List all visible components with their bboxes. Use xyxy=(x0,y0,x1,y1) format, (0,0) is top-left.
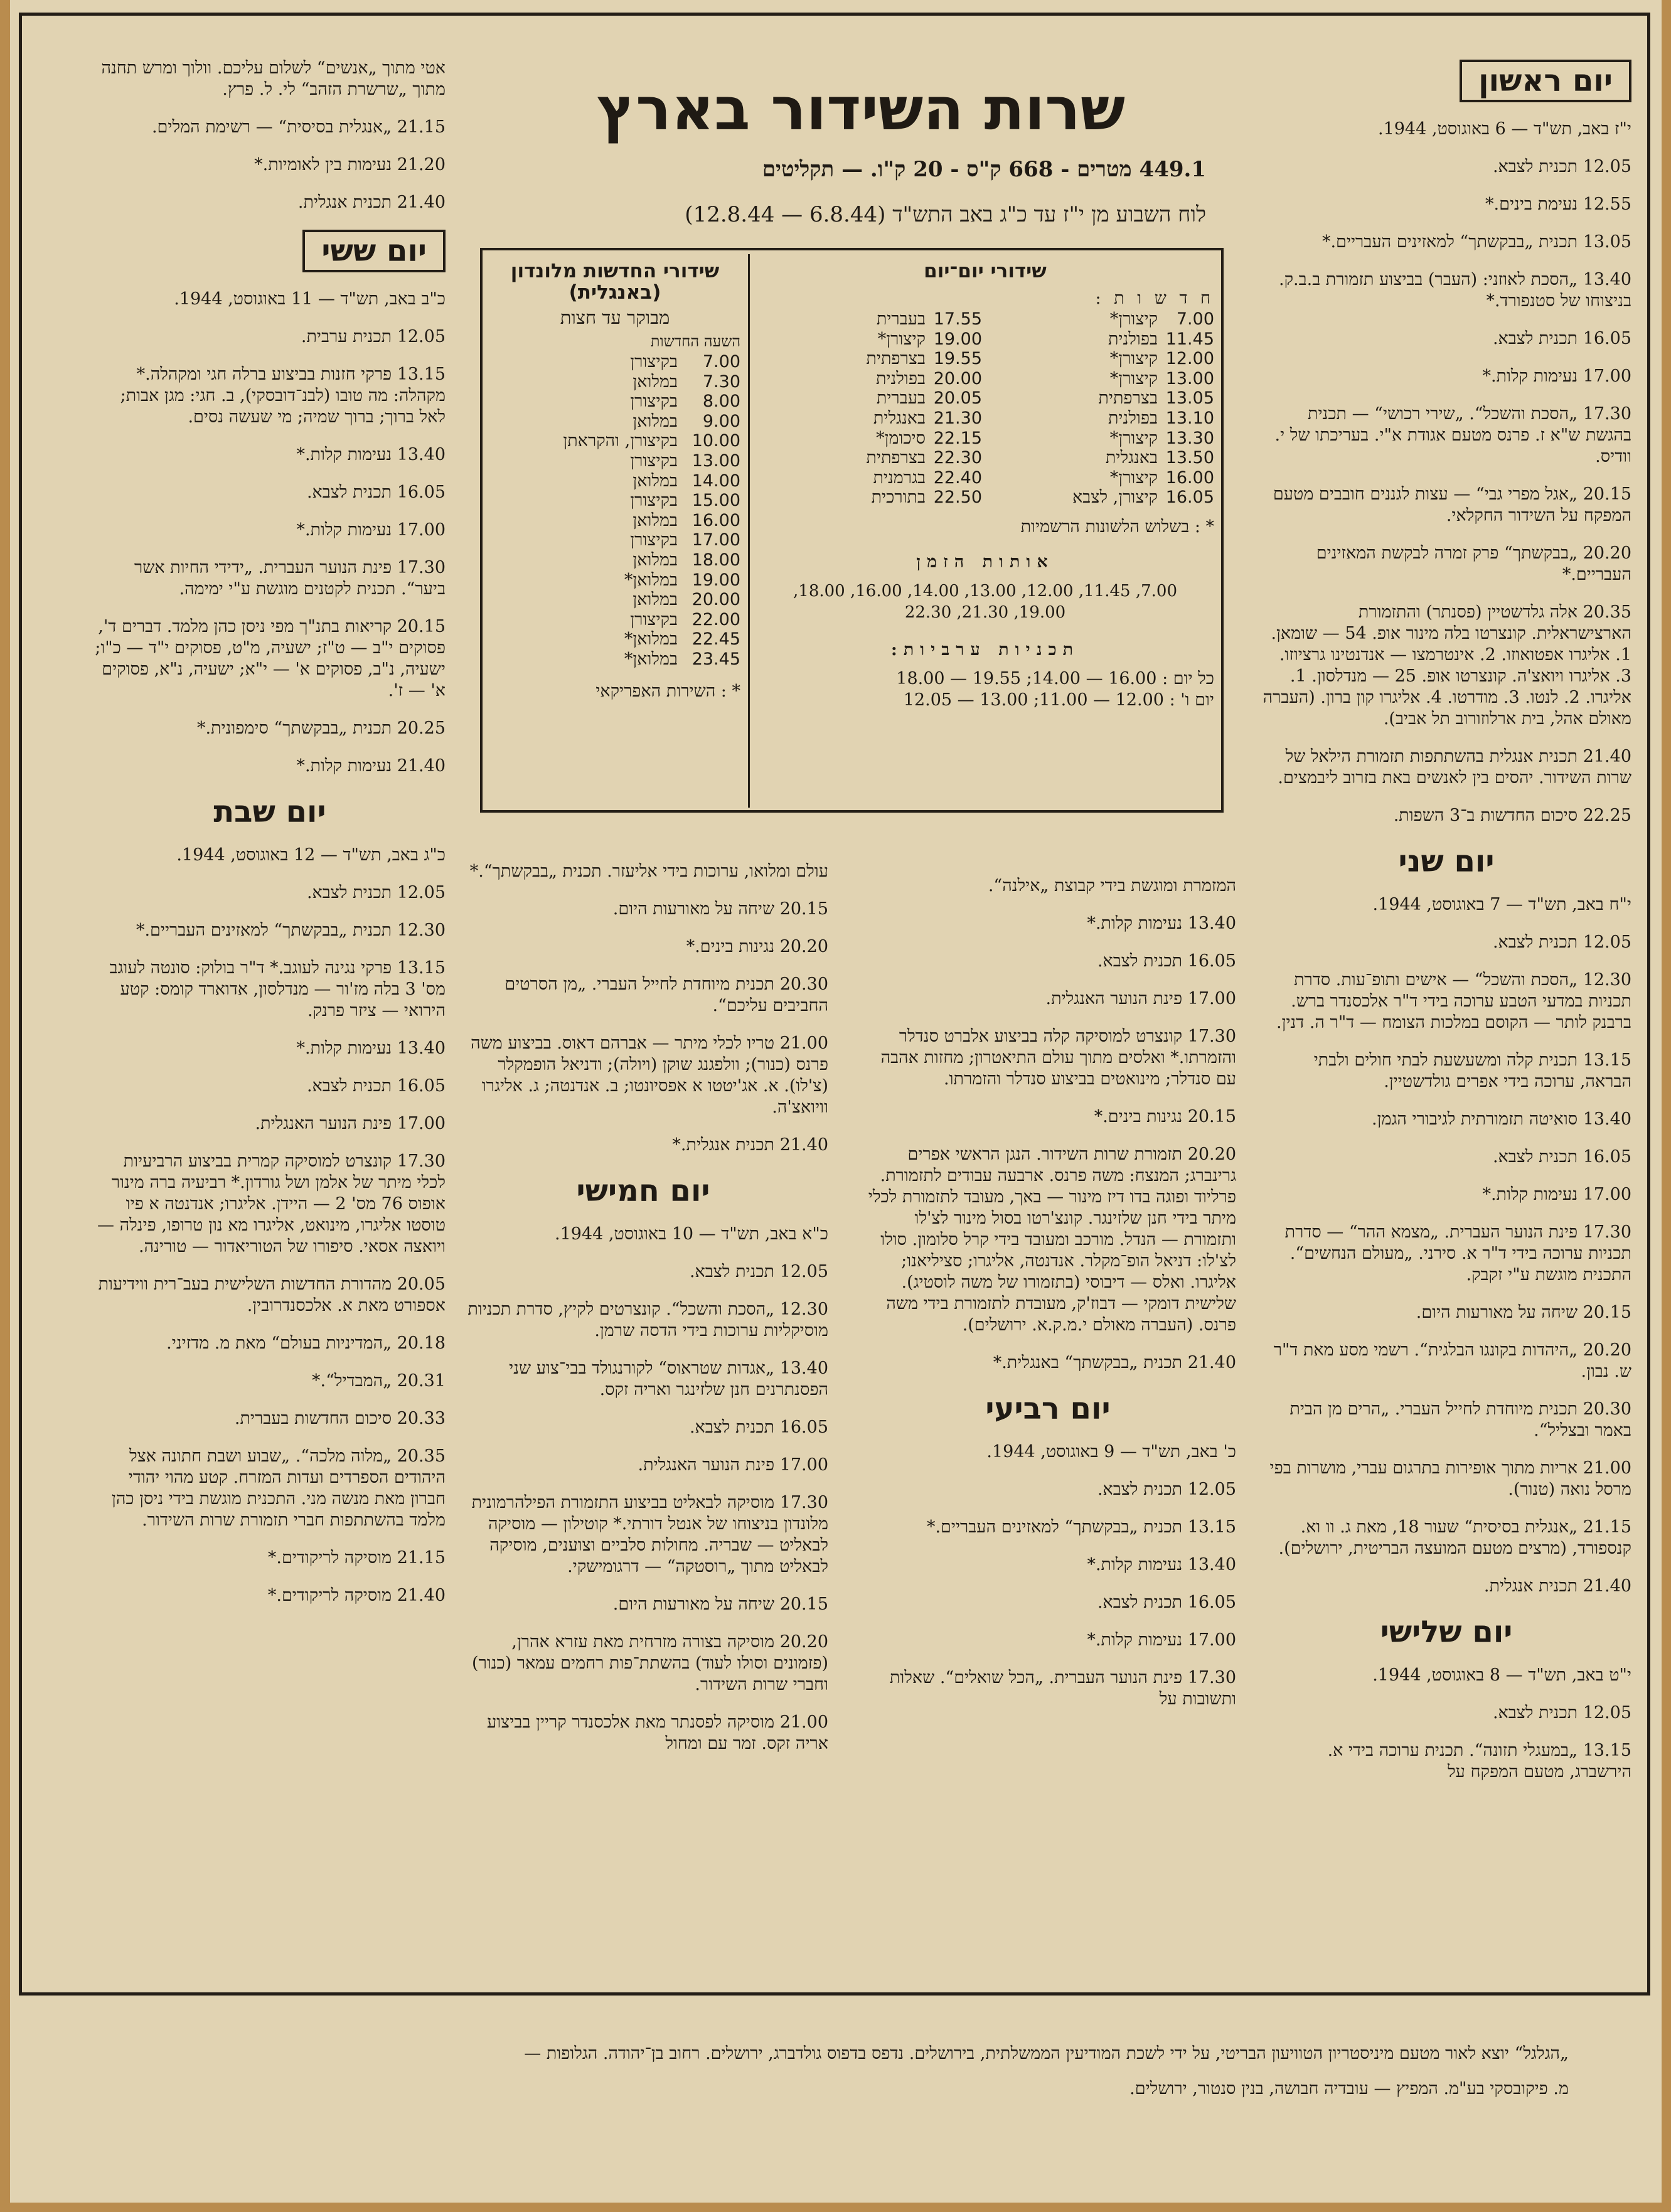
program-entry: 20.15 נגינות בינים.* xyxy=(1094,1107,1236,1126)
schedule-time: 23.45 xyxy=(691,649,740,669)
program-entry: 16.05 תכנית לצבא. xyxy=(306,1076,446,1096)
program-entry: 16.05 תכנית לצבא. xyxy=(1097,951,1236,971)
program-entry: 20.15 שיחה על מאורעות היום. xyxy=(612,1595,828,1614)
program-entry: 16.05 תכנית לצבא. xyxy=(1492,329,1631,348)
frequency-line: 449.1 מטרים - 668 ק"ס - 20 ק"ו. — תקליטים xyxy=(762,157,1206,182)
schedule-text: במלואן* xyxy=(624,649,678,669)
program-entry: 13.40 סואיטה תזמורתית לגיבורי הגמן. xyxy=(1372,1109,1631,1129)
day-heading: יום שלישי xyxy=(1380,1615,1513,1650)
program-entry: 12.05 תכנית לצבא. xyxy=(689,1262,828,1281)
footer-line1: „הגלגל“ יוצא לאור מטעם מיניסטריון הטוויעון הבריטי, על ידי לשכת המודיעין הממשלתית, בירושלים. נדפס בדפוס גולדברג, ירושלים. רחוב בן־יהודה. הגלופות — xyxy=(524,2044,1569,2063)
schedule-text: בקיצורן xyxy=(630,392,678,412)
program-entry: כ"ג באב, תש"ד — 12 באוגוסט, 1944. xyxy=(176,845,446,865)
schedule-row xyxy=(756,448,982,468)
schedule-text: בקיצורן xyxy=(630,609,678,629)
program-entry: 13.40 נעימות קלות.* xyxy=(296,445,446,464)
schedule-row xyxy=(988,468,1214,488)
schedule-text: בעברית xyxy=(876,309,926,329)
program-entry: 21.00 טריו לכלי מיתר — אברהם דאוס. בביצוע משה פרנס (כנור); וולפגנג שוקן (ויולה); ודניאל הופמקלר (צ'לו). א. אג'יטטו א אפסיונטו; ב. אנדנטה; ג. אליגרו וויואצ'ה. xyxy=(471,1034,828,1117)
program-entry: 21.40 תכנית אנגלית.* xyxy=(672,1135,828,1155)
program-entry: 20.31 „המבדיל“.* xyxy=(312,1371,446,1391)
schedule-text: בקיצורן, והקראתן xyxy=(563,431,678,451)
schedule-time: 12.00 xyxy=(1165,349,1214,369)
schedule-row xyxy=(988,349,1214,369)
program-entry: 20.15 שיחה על מאורעות היום. xyxy=(1416,1303,1631,1322)
footer-credits xyxy=(75,2036,1569,2107)
program-entry: 21.00 אריות מתוך אופירות בתרגום עברי, מושרות בפי מרסל נואה (טנור). xyxy=(1269,1458,1631,1499)
program-entry: 20.05 מהדורת החדשות השלישית בעב־רית ווידיעות אספורט מאת א. אלכסנדרובין. xyxy=(98,1274,446,1315)
program-entry: 17.00 פינת הנוער האנגלית. xyxy=(638,1455,828,1475)
schedule-row xyxy=(489,352,740,372)
program-entry: 17.30 קונצרט למוסיקה קלה בביצוע אלברט סנדלר והזמרתו.* ואלסים מתוך עולם התיאטרון; מחזות אהבה עם סנדלר; מינואטים בביצוע סנדלר והזמרתו. xyxy=(880,1027,1236,1089)
program-entry: 17.00 פינת הנוער האנגלית. xyxy=(255,1114,446,1133)
program-entry: 21.40 מוסיקה לריקודים.* xyxy=(267,1586,446,1605)
column-friday-saturday xyxy=(94,58,446,1978)
schedule-text: במלואן xyxy=(633,550,678,570)
schedule-time: 18.00 xyxy=(691,550,740,570)
schedule-row xyxy=(756,429,982,449)
schedule-row xyxy=(489,471,740,491)
schedule-time: 16.00 xyxy=(691,510,740,530)
schedule-row xyxy=(756,309,982,329)
schedule-time: 22.50 xyxy=(933,488,982,508)
day-heading: יום חמישי xyxy=(576,1173,710,1209)
time-signals-heading: אותות הזמן xyxy=(916,552,1054,572)
program-entry: 21.40 תכנית אנגלית. xyxy=(1483,1576,1631,1596)
column-wednesday xyxy=(860,875,1236,1986)
schedule-row xyxy=(988,448,1214,468)
schedule-row xyxy=(988,429,1214,449)
evening-programs-line2: יום ו' : 12.00 — 11.00; 13.00 — 12.05 xyxy=(903,690,1214,710)
schedule-row xyxy=(756,488,982,508)
program-entry: 16.05 תכנית לצבא. xyxy=(306,483,446,502)
program-entry: 21.15 מוסיקה לריקודים.* xyxy=(267,1548,446,1568)
schedule-text: בצרפתית xyxy=(866,448,926,468)
program-entry: 17.00 נעימות קלות.* xyxy=(296,520,446,540)
schedule-row xyxy=(756,349,982,369)
program-entry: 13.05 תכנית „בבקשתך“ למאזינים העבריים.* xyxy=(1321,232,1631,252)
schedule-text: באנגלית xyxy=(873,408,926,428)
schedule-time: 19.55 xyxy=(933,349,982,369)
program-entry: י"ט באב, תש"ד — 8 באוגוסט, 1944. xyxy=(1372,1665,1631,1685)
schedule-time: 14.00 xyxy=(691,471,740,491)
schedule-time: 13.30 xyxy=(1165,428,1214,448)
schedule-text: בקיצורן xyxy=(630,352,678,371)
program-entry: 13.40 „הסכת לאוזני: (העבר) בביצוע תזמורת ב.ב.ק. בניצוחו של סטנפורד.* xyxy=(1278,270,1631,311)
day-heading: יום שבת xyxy=(213,794,326,830)
schedule-row xyxy=(988,369,1214,389)
program-entry: 20.20 נגינות בינים.* xyxy=(686,937,828,956)
program-entry: עולם ומלואו, ערוכות בידי אליעזר. תכנית „בבקשתך“.* xyxy=(469,862,828,881)
schedule-row xyxy=(489,610,740,630)
schedule-time: 10.00 xyxy=(691,431,740,451)
schedule-time: 21.30 xyxy=(933,408,982,428)
schedule-text: קיצורן* xyxy=(1109,428,1158,448)
program-entry: 20.35 „מלוה מלכה“. „שבוע ושבת חתונה אצל היהודים הספרדים ועדות המזרח. קטע מהוי יהודי חברון מאת מנשה מני. התכנית מוגשת בידי ניסן כהן מלמד בהשתתפות חברי תזמורת שרות השידור. xyxy=(111,1446,446,1530)
schedule-text: קיצורן* xyxy=(877,329,926,349)
program-entry: 21.40 תכנית אנגלית בהשתתפות תזמורת הילאל של שרות השידור. יהסים בין לאנשים באת בזרוב ליבמצים. xyxy=(1278,747,1631,788)
program-entry: 12.55 נעימת בינים.* xyxy=(1485,195,1631,214)
time-signals-line1: 7.00, 11.45, 12.00, 13.00, 14.00, 16.00, 18.00, xyxy=(793,582,1177,601)
schedule-time: 7.30 xyxy=(702,371,740,392)
program-entry: 20.35 אלה גלדשטיין (פסנתר) והתזמורת הארצישראלית. קונצרטו בלה מינור אופ. 54 — שומאן. 1. אליגרו אפטואוזו. 2. אינטרמצו — אנדנטינו גרציוזו. 3. אליגרו ויואצ'ה. קונצרטו אופ. 25 — מנדלסון. 1. אליגרו. 2. לנטו. 3. מודרטו. 4. אליגרו קון ברון. (העברה מאולם אהל, בית ארלוזורוב תל אביב). xyxy=(1263,602,1631,729)
schedule-text: במלואן xyxy=(633,371,678,392)
schedule-text: בקיצורן xyxy=(630,491,678,511)
footer-line2: מ. פיקובסקי בע"מ. המפיץ — עובדיה חבושה, בנין סנטור, ירושלים. xyxy=(1129,2079,1569,2098)
program-entry: 20.30 תכנית מיוחדת לחייל העברי. „הרים מן הבית באמר ובצליל“. xyxy=(1289,1399,1631,1440)
schedule-row xyxy=(489,491,740,511)
schedule-text: במלואן* xyxy=(624,570,678,590)
evening-programs-heading: תכניות ערביות: xyxy=(890,640,1080,660)
schedule-time: 13.00 xyxy=(691,451,740,471)
program-entry: 20.18 „המדיניות בעולם“ מאת מ. מדזיני. xyxy=(166,1333,446,1353)
schedule-time: 22.45 xyxy=(691,629,740,649)
schedule-text: בגרמנית xyxy=(873,468,926,488)
schedule-time: 22.15 xyxy=(933,428,982,448)
schedule-row xyxy=(489,550,740,570)
schedule-text: קיצורן* xyxy=(1109,349,1158,369)
schedule-row xyxy=(489,590,740,610)
program-entry: 20.15 קריאות בתנ"ך מפי ניסן כהן מלמד. דברים ד', פסוקים י"ב — ט"ז; ישעיה, מ"ט, פסוקים י"ד — כ"ו; ישעיה, נ"ב, פסוקים א' — י"א; ישעיה, נ"א, פסוקים א' — ז'. xyxy=(95,617,446,700)
program-entry: 13.40 נעימות קלות.* xyxy=(1087,1555,1236,1574)
schedule-text: בצרפתית xyxy=(1098,388,1158,409)
schedule-time: 13.00 xyxy=(1165,368,1214,388)
schedule-time: 7.00 xyxy=(1176,309,1214,329)
program-entry: י"ח באב, תש"ד — 7 באוגוסט, 1944. xyxy=(1372,895,1631,914)
program-entry: 12.05 תכנית לצבא. xyxy=(1492,932,1631,952)
program-entry: 21.40 נעימות קלות.* xyxy=(296,756,446,776)
schedule-row xyxy=(489,511,740,531)
evening-programs-line1: כל יום : 16.00 — 14.00; 19.55 — 18.00 xyxy=(896,669,1214,688)
schedule-time: 15.00 xyxy=(691,491,740,511)
program-entry: 17.00 נעימות קלות.* xyxy=(1087,1630,1236,1650)
schedule-text: בעברית xyxy=(876,388,926,409)
program-entry: 17.30 פינת הנוער העברית. „מצמא ההר“ — סדרת תכניות ערוכה בידי ד"ר א. סירני. „מעולם הנחשים“. התכנית מוגשת ע"י זקבק. xyxy=(1284,1222,1631,1285)
program-entry: 13.15 פרקי חזנות בביצוע ברלה חגי ומקהלה.* מקהלה: מה טובו (לבנ־דובסקי), ב. חגי: מגן אבות; לאל ברוך; ברוך שמיה; מי שעשה נסים. xyxy=(120,365,446,427)
schedule-text: במלואן xyxy=(633,471,678,491)
program-entry: 13.15 „במעגלי תזונה“. תכנית ערוכה בידי א. הירשברג, מטעם המפקח על xyxy=(1327,1741,1631,1782)
program-entry: כ"ב באב, תש"ד — 11 באוגוסט, 1944. xyxy=(174,289,446,309)
london-news-sub: מבוקר עד חצות xyxy=(560,307,670,328)
program-entry: 13.40 נעימות קלות.* xyxy=(296,1039,446,1058)
program-entry: 20.20 „בבקשתך“ פרק זמרה לבקשת המאזינים העבריים.* xyxy=(1316,543,1631,584)
schedule-row xyxy=(988,388,1214,409)
schedule-text: בקיצורן xyxy=(630,451,678,471)
schedule-text: בפולנית xyxy=(875,368,926,388)
program-entry: 12.30 תכנית „בבקשתך“ למאזינים העבריים.* xyxy=(136,921,446,940)
schedule-row xyxy=(756,388,982,409)
schedule-text: במלואן xyxy=(633,411,678,431)
schedule-row xyxy=(489,392,740,412)
program-entry: המזמרת ומוגשת בידי קבוצת „אילנה“. xyxy=(988,876,1236,895)
london-news-col-header: השעה החדשות xyxy=(650,333,740,350)
program-entry: 12.05 תכנית לצבא. xyxy=(306,883,446,902)
daily-news-sub: ח ד ש ו ת : xyxy=(1095,289,1214,308)
column-sunday-tuesday xyxy=(1261,60,1631,1980)
program-entry: 22.25 סיכום החדשות ב־3 השפות. xyxy=(1393,806,1631,825)
daily-broadcast-panel xyxy=(756,260,1214,711)
schedule-text: קיצורן* xyxy=(1109,368,1158,388)
schedule-text: במלואן* xyxy=(624,629,678,649)
schedule-time: 20.00 xyxy=(933,368,982,388)
program-entry: 12.30 „הסכת והשכל“ — אישים ותופ־עות. סדרת תכניות במדעי הטבע ערוכה בידי ד"ר אלכסנדר ברש. ברבנק לותר — הקוסם במלכות הצומח — ד"ר ה. דנין. xyxy=(1276,970,1631,1032)
program-entry: 20.33 סיכום החדשות בעברית. xyxy=(234,1409,446,1428)
schedule-text: בפולנית xyxy=(1108,329,1158,349)
page-title: שרות השידור בארץ xyxy=(597,75,1125,144)
schedule-time: 22.40 xyxy=(933,468,982,488)
schedule-text: בקיצורן xyxy=(630,530,678,550)
time-signals-line2: 19.00, 21.30, 22.30 xyxy=(904,603,1066,622)
program-entry: 17.30 פינת הנוער העברית. „ידידי החיות אשר ביער“. תכנית לקטנים מוגשת ע"י ימימה. xyxy=(134,558,446,599)
schedule-text: סיכומן* xyxy=(876,428,926,448)
schedule-time: 7.00 xyxy=(702,352,740,371)
program-entry: 12.05 תכנית ערבית. xyxy=(301,327,446,346)
schedule-row xyxy=(489,431,740,451)
program-entry: 20.20 מוסיקה בצורה מזרחית מאת עזרא אהרן, (פזמונים וסולו לעוד) בהשתת־פות רחמים עמאר (כנור) וחברי שרות השידור. xyxy=(472,1632,828,1694)
schedule-time: 13.05 xyxy=(1165,388,1214,409)
schedule-text: במלואן xyxy=(633,590,678,610)
program-entry: 13.15 פרקי נגינה לעוגב.* ד"ר בולוק: סונטה לעוגב מס' 3 בלה מז'ור — מנדלסון, אדוארד קומס: קטע הירואי — ציזר פרנק. xyxy=(109,958,446,1020)
london-news-heading: שידורי החדשות מלונדון (באנגלית) xyxy=(510,260,720,304)
schedule-time: 17.55 xyxy=(933,309,982,329)
program-entry: 12.05 תכנית לצבא. xyxy=(1492,1703,1631,1723)
schedule-text: באנגלית xyxy=(1105,448,1158,468)
column-thursday xyxy=(458,861,828,1984)
program-entry: 13.15 תכנית „בבקשתך“ למאזינים העבריים.* xyxy=(926,1517,1236,1537)
program-entry: 12.05 תכנית לצבא. xyxy=(1492,157,1631,176)
week-range: לוח השבוע מן י"ז עד כ"ג באב התש"ד (6.8.44 — 12.8.44) xyxy=(685,202,1206,227)
program-entry: כ' באב, תש"ד — 9 באוגוסט, 1944. xyxy=(986,1442,1236,1461)
program-entry: כ"א באב, תש"ד — 10 באוגוסט, 1944. xyxy=(555,1224,828,1244)
schedule-row xyxy=(756,409,982,429)
daily-news-note: * : בשלוש הלשונות הרשמיות xyxy=(1020,517,1214,537)
schedule-time: 22.30 xyxy=(933,448,982,468)
program-entry: 21.00 מוסיקה לפסנתר מאת אלכסנדר קריין בביצוע אריה זקס. זמר עם ומחול xyxy=(486,1712,828,1753)
schedule-text: קיצורן* xyxy=(1109,468,1158,488)
program-entry: 16.05 תכנית לצבא. xyxy=(1097,1593,1236,1612)
schedule-time: 13.10 xyxy=(1165,408,1214,428)
london-news-panel xyxy=(489,260,740,702)
program-entry: 20.20 תזמורת שרות השידור. הנגן הראשי אפרים גרינברג; המנצח: משה פרנס. ארבעה עבודים לתזמורת. פרליוד ופוגה בדו דיז מינור — באך, מעובד לתזמורת לכלי מיתר בידי חנן שלזינגר. קונצ'רטו בסול מינור לצ'לו ותזמורת — הנדל. מורכב ומעובד בידי קרל סלומון. סולו לצ'לו: דניאל הופ־מקלר. אנדנטה, אליגרו; סציליאנו; אליגרו. ואלס — דיבוסי (בתזמורו של משה לוסטיג). שלישית דומקי — דבוז'ק, מעובדת לתזמורת בידי משה פרנס. (העברה מאולם י.מ.ק.א. ירושלים). xyxy=(868,1145,1236,1335)
schedule-text: במלואן xyxy=(633,510,678,530)
program-entry: 12.05 תכנית לצבא. xyxy=(1097,1480,1236,1499)
program-entry: 12.30 „הסכת והשכל“. קונצרטים לקיץ, סדרת תכניות מוסיקליות ערוכות בידי הדסה שרמן. xyxy=(467,1300,828,1340)
program-entry: 20.30 תכנית מיוחדת לחייל העברי. „מן הסרטים החביבים עליכם“. xyxy=(505,975,828,1015)
program-entry: 16.05 תכנית לצבא. xyxy=(689,1418,828,1437)
schedule-text: בפולנית xyxy=(1108,408,1158,428)
schedule-text: בצרפתית xyxy=(866,349,926,369)
schedule-time: 16.00 xyxy=(1165,468,1214,488)
schedule-row xyxy=(756,329,982,350)
schedule-row xyxy=(489,570,740,590)
schedule-text: בתורכית xyxy=(871,488,926,508)
london-news-note: * : השירות האפריקאי xyxy=(595,681,740,701)
program-entry: 21.15 „אנגלית בסיסית“ — רשימת המלים. xyxy=(151,117,446,137)
schedule-time: 11.45 xyxy=(1165,329,1214,349)
day-heading: יום רביעי xyxy=(985,1391,1111,1426)
schedule-time: 20.00 xyxy=(691,590,740,610)
schedule-row xyxy=(988,329,1214,350)
schedule-row xyxy=(988,409,1214,429)
schedule-time: 19.00 xyxy=(933,329,982,349)
schedule-time: 13.50 xyxy=(1165,448,1214,468)
program-entry: 13.40 נעימות קלות.* xyxy=(1087,914,1236,933)
schedule-row xyxy=(988,309,1214,329)
program-entry: 20.15 שיחה על מאורעות היום. xyxy=(612,899,828,919)
schedule-row xyxy=(489,451,740,471)
program-entry: 21.15 „אנגלית בסיסית“ שעור 18, מאת ג. וו וא. קנספורד, (מרצים מטעם המועצה הבריטית, ירושלים). xyxy=(1278,1517,1631,1558)
program-entry: 17.00 פינת הנוער האנגלית. xyxy=(1045,989,1236,1008)
schedule-time: 20.05 xyxy=(933,388,982,409)
schedule-row xyxy=(756,468,982,488)
program-entry: 21.20 נעימות בין לאומיות.* xyxy=(254,155,446,174)
schedule-row xyxy=(489,530,740,550)
schedule-time: 16.05 xyxy=(1165,488,1214,508)
day-heading: יום ששי xyxy=(302,230,446,272)
program-entry: 13.15 תכנית קלה ומשעשעת לבתי חולים ולבתי הבראה, ערוכה בידי אפרים גולדשטיין. xyxy=(1313,1050,1631,1091)
schedule-row xyxy=(489,629,740,649)
schedule-time: 19.00 xyxy=(691,570,740,590)
schedule-row xyxy=(756,369,982,389)
daily-news-list-left xyxy=(756,309,982,508)
schedule-time: 8.00 xyxy=(702,392,740,412)
program-entry: 13.40 „אגדות שטראוס“ לקורנגולד בבי־צוע שני הפסנתרנים חנן שלזינגר ואריה זקס. xyxy=(509,1359,828,1399)
program-entry: 17.30 מוסיקה לבאליט בביצוע התזמורת הפילהרמונית מלונדון בניצוחו של אנטל דורתי.* קוטילון — מוסיקה לבאליט — שבריה. מחולות סלביים וצוענים, מוסיקה לבאליט מתוך „רוסטקה“ — דרגומישקי. xyxy=(471,1493,828,1576)
program-entry: 20.15 „אגל מפרי גבי“ — עצות לגננים חובבים מטעם המפקח על השידור החקלאי. xyxy=(1273,484,1631,525)
day-heading: יום ראשון xyxy=(1460,60,1631,102)
program-entry: 17.00 נעימות קלות.* xyxy=(1482,1185,1631,1204)
program-entry: 16.05 תכנית לצבא. xyxy=(1492,1147,1631,1167)
london-news-list xyxy=(489,352,740,670)
schedule-time: 17.00 xyxy=(691,530,740,550)
schedule-text: קיצורן* xyxy=(1109,309,1158,329)
schedule-row xyxy=(489,372,740,392)
schedule-text: קיצורן, לצבא xyxy=(1072,488,1158,508)
program-entry: 20.20 „היהדות בקונגו הבלגית“. רשמי מסע מאת ד"ר ש. נבון. xyxy=(1273,1340,1631,1381)
day-heading: יום שני xyxy=(1398,844,1495,879)
program-entry: 20.25 תכנית „בבקשתך“ סימפונית.* xyxy=(196,719,446,738)
program-entry: 17.30 פינת הנוער העברית. „הכל שואלים“. שאלות ותשובות על xyxy=(889,1668,1236,1709)
schedule-time: 9.00 xyxy=(702,411,740,431)
daily-broadcast-heading: שידורי יום־יום xyxy=(924,260,1047,282)
program-entry: 21.40 תכנית „בבקשתך“ באנגלית.* xyxy=(993,1353,1236,1372)
program-entry: 17.00 נעימות קלות.* xyxy=(1482,366,1631,386)
schedule-time: 22.00 xyxy=(691,609,740,629)
program-entry: אטי מתוך „אנשים“ לשלום עליכם. וולוך ומרש תחנה מתוך „שרשרת הזהב“ לי. ל. פרץ. xyxy=(101,58,446,99)
program-entry: 17.30 קונצרט למוסיקה קמרית בביצוע הרביעיות לכלי מיתר של אלמן ושל גורדון.* רביעיה ברה מינור אופוס 76 מס' 2 — היידן. אליגרו; אנדנטה א פיו טוסטו אליגרו, מינואט, אליגרו מא נון טרופו, פינלה — ויואצה אסאי. סיפורו של הטוריאדור — טורינה. xyxy=(97,1151,446,1256)
schedule-row xyxy=(489,412,740,432)
schedule-row xyxy=(489,649,740,670)
program-entry: 17.30 „הסכת והשכל“. „שירי רכושי“ — תכנית בהגשת ש"א ז. פרנס מטעם אגודת א"י. בעריכתו של י. וודיס. xyxy=(1274,404,1631,466)
schedule-row xyxy=(988,488,1214,508)
program-entry: י"ז באב, תש"ד — 6 באוגוסט, 1944. xyxy=(1377,119,1631,139)
daily-news-list-right xyxy=(988,309,1214,508)
box-divider xyxy=(748,254,750,808)
program-entry: 21.40 תכנית אנגלית. xyxy=(297,193,446,212)
